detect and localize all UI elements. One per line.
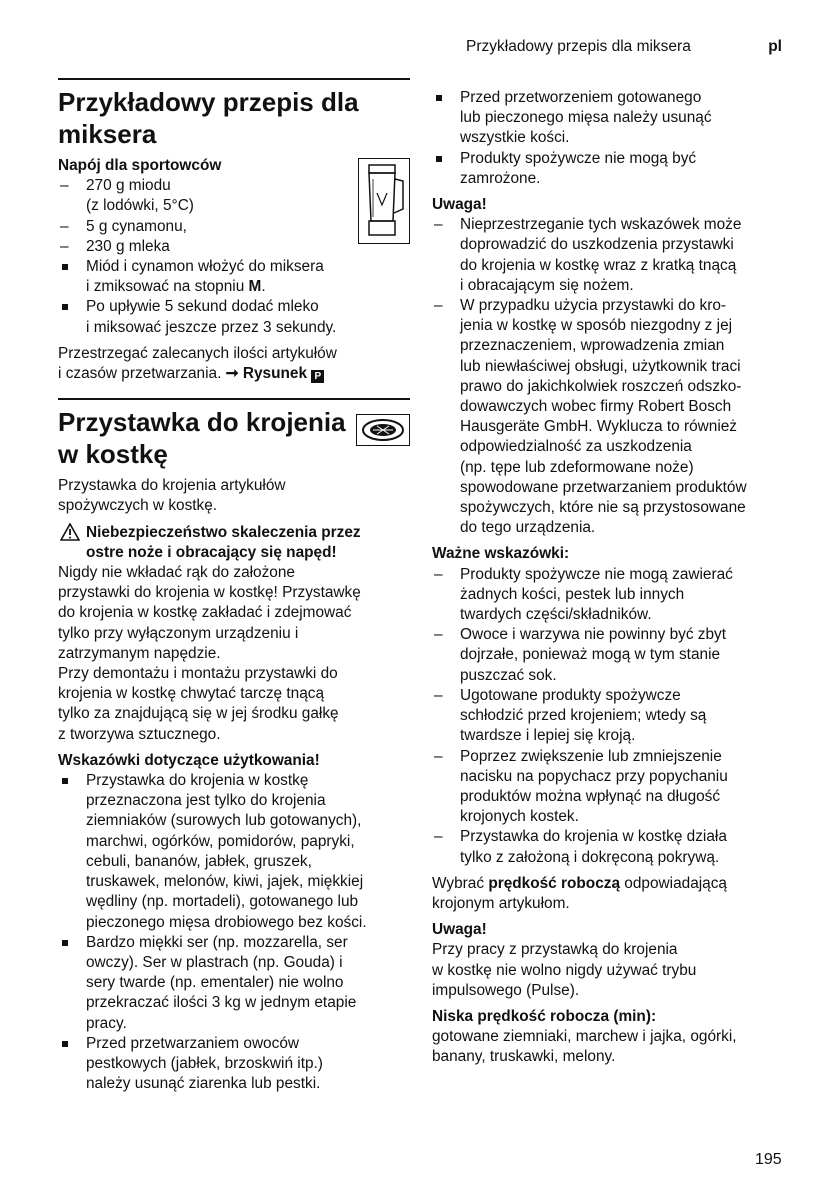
tip-item: Bardzo miękki ser (np. mozzarella, ser owczy). Ser w plastrach (np. Gouda) i sery twarde (np. ementaler) nie wolno przekraczać ilości 3 kg w jednym etapie pracy. bbox=[58, 933, 410, 1034]
important-heading: Ważne wskazówki: bbox=[432, 545, 570, 563]
dicer-heading-line1: Przystawka do krojenia bbox=[58, 407, 346, 438]
recipe-section bbox=[58, 156, 410, 384]
figure-badge: P bbox=[311, 370, 324, 383]
tips-list bbox=[58, 771, 410, 1094]
header-title: Przykładowy przepis dla miksera bbox=[466, 38, 691, 55]
ingredient-list bbox=[58, 176, 410, 257]
right-column bbox=[432, 88, 784, 1068]
ingredient-item: – 5 g cynamonu, bbox=[58, 217, 410, 237]
arrow-right-icon: ➞ bbox=[225, 365, 239, 383]
figure-reference: Rysunek bbox=[242, 365, 308, 383]
recipe-heading-line1: Przykładowy przepis dla bbox=[58, 87, 359, 117]
recipe-steps bbox=[58, 257, 410, 338]
recipe-note: Przestrzegać zalecanych ilości artykułów i czasów przetwarzania. ➞ Rysunek P bbox=[58, 344, 337, 383]
recipe-heading-line2: miksera bbox=[58, 119, 157, 149]
caution2-text: Przy pracy z przystawką do krojenia w kostkę nie wolno nigdy używać trybu impulsowego (Pulse). bbox=[432, 941, 697, 999]
caution-item: – W przypadku użycia przystawki do kro- jenia w kostkę w sposób niezgodny z jej przeznaczeniem, wprowadzenia zmian lub niewłaściwej obsługi, użytkownik traci prawo do jakichkolwiek roszczeń odszko- dowawczych wobec firmy Robert Bosch Hausgeräte GmbH. Wyklucza to również odpowiedzialność za uszkodzenia (np. tępe lub zdeformowane noże) spowodowane przetwarzaniem produktów spożywczych, które nie są przystosowane do tego urządzenia. bbox=[432, 296, 784, 538]
page-number: 195 bbox=[755, 1151, 782, 1168]
important-item: – Przystawka do krojenia w kostkę działa tylko z założoną i dokręconą pokrywą. bbox=[432, 827, 784, 867]
right-bullets bbox=[432, 88, 784, 189]
low-speed-heading: Niska prędkość robocza (min): bbox=[432, 1007, 657, 1025]
recipe-heading bbox=[58, 80, 410, 150]
caution-list bbox=[432, 215, 784, 538]
recipe-step: Po upływie 5 sekund dodać mleko i miksować jeszcze przez 3 sekundy. bbox=[58, 297, 410, 337]
low-speed-text: gotowane ziemniaki, marchew i jajka, ogórki, banany, truskawki, melony. bbox=[432, 1028, 737, 1066]
caution2-heading: Uwaga! bbox=[432, 921, 487, 939]
warning-text: Nigdy nie wkładać rąk do założone przystawki do krojenia w kostkę! Przystawkę do krojenia w kostkę zakładać i zdejmować tylko przy wyłączonym urządzeniu i zatrzymanym napędzie. Przy demontażu i montażu przystawki do krojenia w kostkę chwytać tarczę tnącą tylko za znajdującą się w jej środku gałkę z tworzywa sztucznego. bbox=[58, 564, 361, 743]
dicing-disc-icon bbox=[356, 414, 410, 446]
important-item: – Poprzez zwiększenie lub zmniejszenie nacisku na popychacz przy popychaniu produktów można wpłynąć na długość krojonych kostek. bbox=[432, 747, 784, 828]
warning-triangle-icon bbox=[60, 523, 80, 547]
dicer-heading-line2: w kostkę bbox=[58, 439, 168, 470]
tips-heading: Wskazówki dotyczące użytkowania! bbox=[58, 751, 320, 769]
ingredient-item: – 270 g miodu (z lodówki, 5°C) bbox=[58, 176, 410, 216]
recipe-step: Miód i cynamon włożyć do miksera i zmiksować na stopniu M. bbox=[58, 257, 410, 297]
speed-instruction: Wybrać prędkość roboczą odpowiadającą krojonym artykułom. bbox=[432, 874, 727, 912]
warning-heading: Niebezpieczeństwo skaleczenia przez ostre noże i obracający się napęd! bbox=[58, 523, 410, 563]
ingredient-item: – 230 g mleka bbox=[58, 237, 410, 257]
important-item: – Ugotowane produkty spożywcze schłodzić przed krojeniem; wtedy są twardsze i lepiej się kroją. bbox=[432, 686, 784, 747]
dicer-intro: Przystawka do krojenia artykułów spożywczych w kostkę. bbox=[58, 477, 286, 515]
caution-item: – Nieprzestrzeganie tych wskazówek może doprowadzić do uszkodzenia przystawki do krojenia w kostkę wraz z kratką tnącą i obracającym się nożem. bbox=[432, 215, 784, 296]
bullet-item: Produkty spożywcze nie mogą być zamrożone. bbox=[432, 149, 784, 189]
recipe-subheading: Napój dla sportowców bbox=[58, 157, 222, 174]
important-item: – Produkty spożywcze nie mogą zawierać żadnych kości, pestek lub innych twardych części/składników. bbox=[432, 565, 784, 626]
left-column bbox=[58, 78, 410, 1094]
tip-item: Przystawka do krojenia w kostkę przeznaczona jest tylko do krojenia ziemniaków (surowych lub gotowanych), marchwi, ogórków, pomidorów, papryki, cebuli, bananów, jabłek, gruszek, truskawek, melonów, kiwi, jajek, miękkiej wędliny (np. mortadeli), gotowanego lub pieczonego mięsa drobiowego bez kości. bbox=[58, 771, 410, 933]
caution-heading: Uwaga! bbox=[432, 196, 487, 214]
dicer-heading bbox=[58, 400, 410, 470]
important-list bbox=[432, 565, 784, 868]
tip-item: Przed przetwarzaniem owoców pestkowych (jabłek, brzoskwiń itp.) należy usunąć ziarenka lub pestki. bbox=[58, 1034, 410, 1095]
bullet-item: Przed przetworzeniem gotowanego lub pieczonego mięsa należy usunąć wszystkie kości. bbox=[432, 88, 784, 149]
header-language: pl bbox=[768, 38, 782, 55]
important-item: – Owoce i warzywa nie powinny być zbyt dojrzałe, ponieważ mogą w tym stanie puszczać sok. bbox=[432, 625, 784, 686]
